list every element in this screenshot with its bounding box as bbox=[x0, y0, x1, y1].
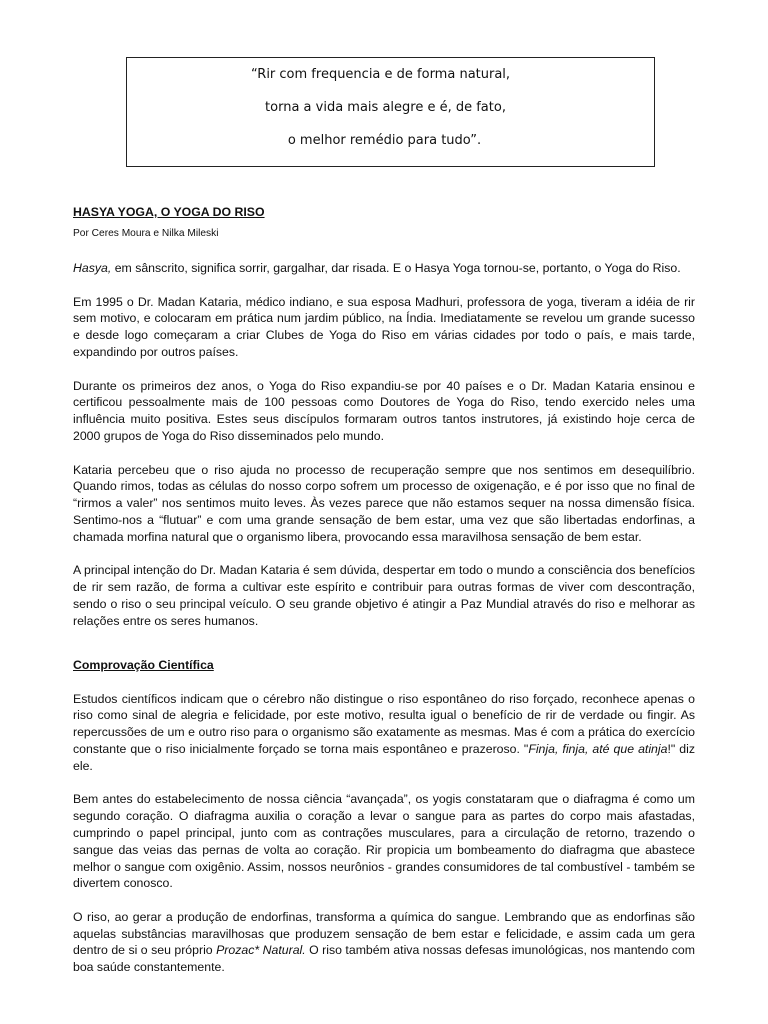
paragraph-1-text: em sânscrito, significa sorrir, gargalhar, dar risada. E o Hasya Yoga tornou-se, portanto, o Yoga do Riso. bbox=[111, 261, 681, 275]
paragraph-4: Kataria percebeu que o riso ajuda no processo de recuperação sempre que nos sentimos em desequilíbrio. Quando rimos, todas as células do nosso corpo sofrem um processo de oxigenação, e é por isso que no final de “rirmos a valer” nos sentimos muito leves. Às vezes parece que não estamos sequer na nossa dimensão física. Sentimo-nos a “flutuar” e com uma grande sensação de bem estar, uma vez que são libertadas endorfinas, a chamada morfina natural que o organismo libera, provocando essa maravilhosa sensação de bem estar. bbox=[73, 462, 695, 544]
paragraph-8-text-end: O riso também ativa nossas defesas imunológicas, nos mantendo com boa saúde constantemente. bbox=[73, 943, 695, 975]
article-byline: Por Ceres Moura e Nilka Mileski bbox=[73, 228, 219, 239]
paragraph-8-text-start: O riso, ao gerar a produção de endorfinas, transforma a química do sangue. Lembrando que as endorfinas são aquelas substâncias maravilhosas que produzem sensação de bem estar e felicidade, e assim cada um gera dentro de si o seu próprio bbox=[73, 909, 695, 958]
quote-line-2: torna a vida mais alegre e é, de fato, bbox=[265, 100, 506, 115]
paragraph-8 bbox=[73, 909, 695, 976]
paragraph-3: Durante os primeiros dez anos, o Yoga do Riso expandiu-se por 40 países e o Dr. Madan Kataria ensinou e certificou pessoalmente mais de 100 pessoas como Doutores de Yoga do Riso, tendo exercido neles uma influência muito positiva. Estes seus discípulos formaram outros tantos instrutores, já existindo hoje cerca de 2000 grupos de Yoga do Riso disseminados pelo mundo. bbox=[73, 378, 695, 443]
paragraph-6-italic: Finja, finja, até que atinja bbox=[528, 741, 668, 756]
quote-line-1: “Rir com frequencia e de forma natural, bbox=[250, 67, 511, 82]
article-title: HASYA YOGA, O YOGA DO RISO bbox=[73, 205, 265, 219]
paragraph-6-text-end: !" diz ele. bbox=[73, 741, 695, 773]
paragraph-1-italic: Hasya, bbox=[73, 261, 112, 275]
section-title-comprovacao: Comprovação Científica bbox=[73, 657, 214, 672]
quote-box bbox=[126, 57, 655, 167]
paragraph-1 bbox=[73, 260, 695, 277]
paragraph-2: Em 1995 o Dr. Madan Kataria, médico indiano, e sua esposa Madhuri, professora de yoga, tiveram a idéia de rir sem motivo, e colocaram em prática num jardim público, na Índia. Imediatamente se revelou um grande sucesso e desde logo começaram a criar Clubes de Yoga do Riso em várias cidades por todo o país, e mais tarde, expandindo por outros países. bbox=[73, 294, 695, 359]
article-body bbox=[73, 204, 695, 976]
paragraph-7: Bem antes do estabelecimento de nossa ciência “avançada”, os yogis constataram que o diafragma é como um segundo coração. O diafragma auxilia o coração a levar o sangue para as partes do corpo mais afastadas, cumprindo o papel principal, junto com as contrações musculares, para a circulação de retorno, trazendo o sangue das veias das pernas de volta ao coração. Rir propicia um bombeamento do diafragma que abastece melhor o sangue com oxigênio. Assim, nossos neurônios - grandes consumidores de tal combustível - também se divertem conosco. bbox=[73, 792, 695, 891]
paragraph-5: A principal intenção do Dr. Madan Kataria é sem dúvida, despertar em todo o mundo a consciência dos benefícios de rir sem razão, de forma a cultivar este espírito e contribuir para outras formas de viver com descontração, sendo o riso o seu principal veículo. O seu grande objetivo é atingir a Paz Mundial através do riso e melhorar as relações entre os seres humanos. bbox=[73, 563, 695, 628]
quote-line-3: o melhor remédio para tudo”. bbox=[287, 133, 482, 148]
paragraph-8-italic: Prozac* Natural. bbox=[216, 943, 306, 958]
paragraph-6-text-start: Estudos científicos indicam que o cérebro não distingue o riso espontâneo do riso forçado, reconhece apenas o riso como sinal de alegria e felicidade, por este motivo, resulta igual o benefício de rir de verdade ou fingir. As repercussões de um e outro riso para o organismo são exatamente as mesmas. Mas é com a prática do exercício constante que o riso inicialmente forçado se torna mais espontâneo e prazeroso. " bbox=[73, 691, 695, 756]
paragraph-6 bbox=[73, 691, 695, 775]
